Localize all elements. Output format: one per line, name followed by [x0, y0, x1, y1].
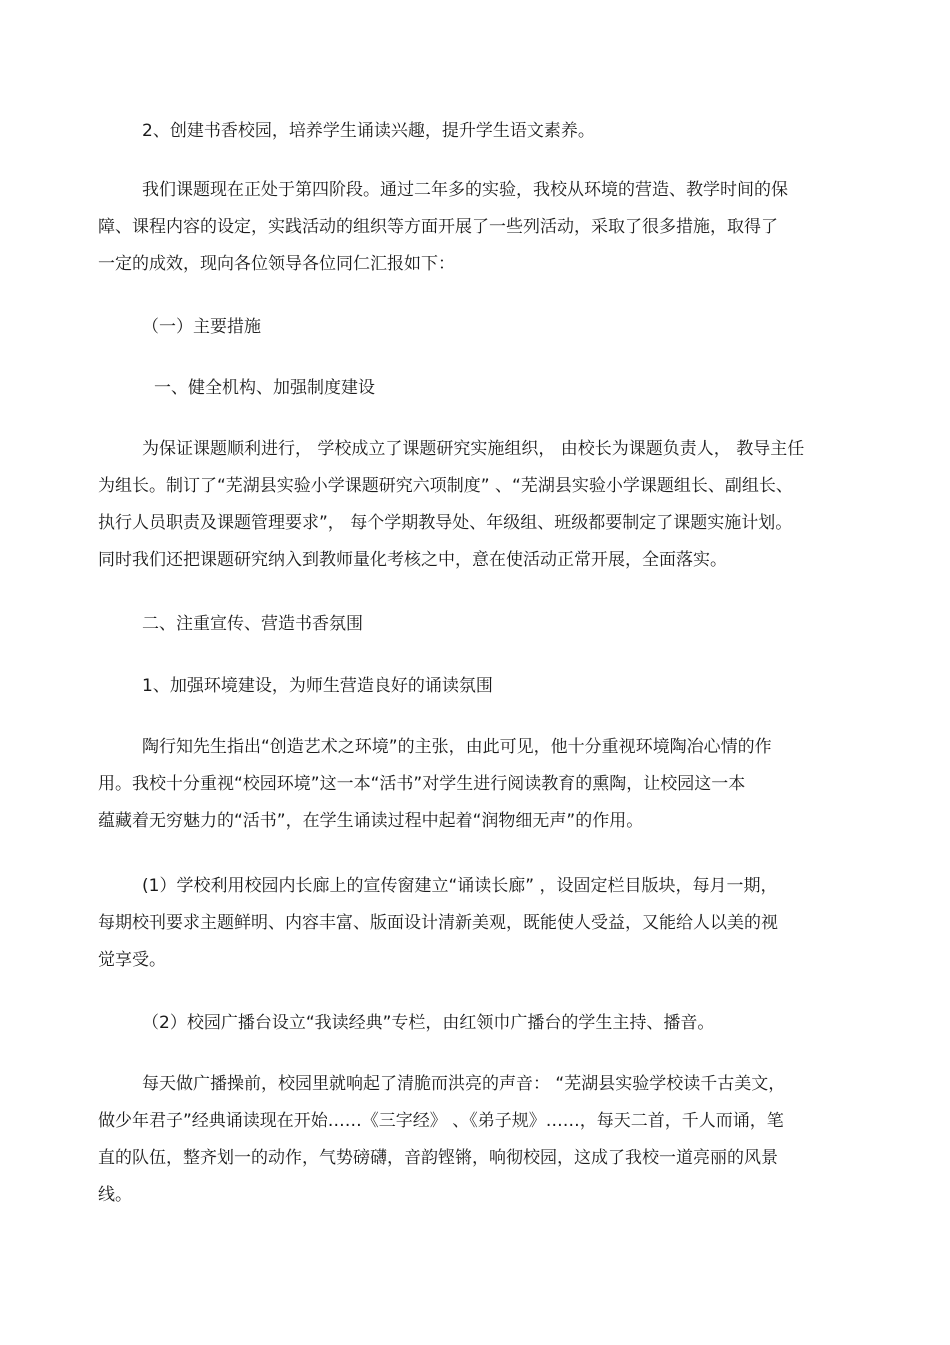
heading-section-1	[98, 370, 858, 407]
heading-subsection-1	[98, 668, 858, 705]
text-line: 用。我校十分重视“校园环境”这一本“活书”对学生进行阅读教育的熏陶，让校园这一本	[98, 774, 746, 794]
heading-section-2	[98, 606, 858, 643]
text-line: （一）主要措施	[142, 317, 261, 337]
text-line: 直的队伍，整齐划一的动作，气势磅礴，音韵铿锵，响彻校园，这成了我校一道亮丽的风景	[98, 1148, 778, 1168]
paragraph-intro	[98, 172, 858, 283]
text-line: 每天做广播操前，校园里就响起了清脆而洪亮的声音： “芜湖县实验学校读千古美文，	[142, 1074, 786, 1094]
text-line: (1）学校利用校园内长廊上的宣传窗建立“诵读长廊” ，设固定栏目版块，每月一期，	[142, 876, 778, 896]
text-line: 2、创建书香校园，培养学生诵读兴趣，提升学生语文素养。	[142, 121, 595, 141]
text-line: 为组长。制订了“芜湖县实验小学课题研究六项制度” 、“芜湖县实验小学课题组长、副组长、	[98, 476, 793, 496]
text-line: 为保证课题顺利进行， 学校成立了课题研究实施组织， 由校长为课题负责人， 教导主任	[142, 439, 805, 459]
heading-main-measures	[98, 309, 858, 346]
text-line: 觉享受。	[98, 950, 166, 970]
text-line: 蕴藏着无穷魅力的“活书”，在学生诵读过程中起着“润物细无声”的作用。	[98, 811, 644, 831]
paragraph-goal-2	[98, 113, 858, 150]
text-line: 我们课题现在正处于第四阶段。通过二年多的实验，我校从环境的营造、教学时间的保	[142, 180, 788, 200]
paragraph-broadcast	[98, 1066, 858, 1214]
text-line: 线。	[98, 1185, 132, 1205]
text-line: 一、健全机构、加强制度建设	[154, 378, 375, 398]
text-line: 执行人员职责及课题管理要求”， 每个学期教导处、年级组、班级都要制定了课题实施计划。	[98, 513, 793, 533]
text-line: 同时我们还把课题研究纳入到教师量化考核之中，意在使活动正常开展，全面落实。	[98, 550, 727, 570]
text-line: （2）校园广播台设立“我读经典”专栏，由红领巾广播台的学生主持、播音。	[142, 1013, 715, 1033]
text-line: 每期校刊要求主题鲜明、内容丰富、版面设计清新美观，既能使人受益，又能给人以美的视	[98, 913, 778, 933]
text-line: 二、注重宣传、营造书香氛围	[142, 614, 363, 634]
paragraph-organization	[98, 431, 858, 579]
text-line: 做少年君子”经典诵读现在开始……《三字经》 、《弟子规》……，每天二首，千人而诵，笔	[98, 1111, 784, 1131]
text-line: 一定的成效，现向各位领导各位同仁汇报如下：	[98, 254, 455, 274]
paragraph-item-1	[98, 868, 858, 979]
paragraph-environment	[98, 729, 858, 840]
text-line: 障、课程内容的设定，实践活动的组织等方面开展了一些列活动，采取了很多措施，取得了	[98, 217, 778, 237]
paragraph-item-2	[98, 1005, 858, 1042]
text-line: 1、加强环境建设，为师生营造良好的诵读氛围	[142, 676, 493, 696]
text-line: 陶行知先生指出“创造艺术之环境”的主张，由此可见，他十分重视环境陶冶心情的作	[142, 737, 772, 757]
